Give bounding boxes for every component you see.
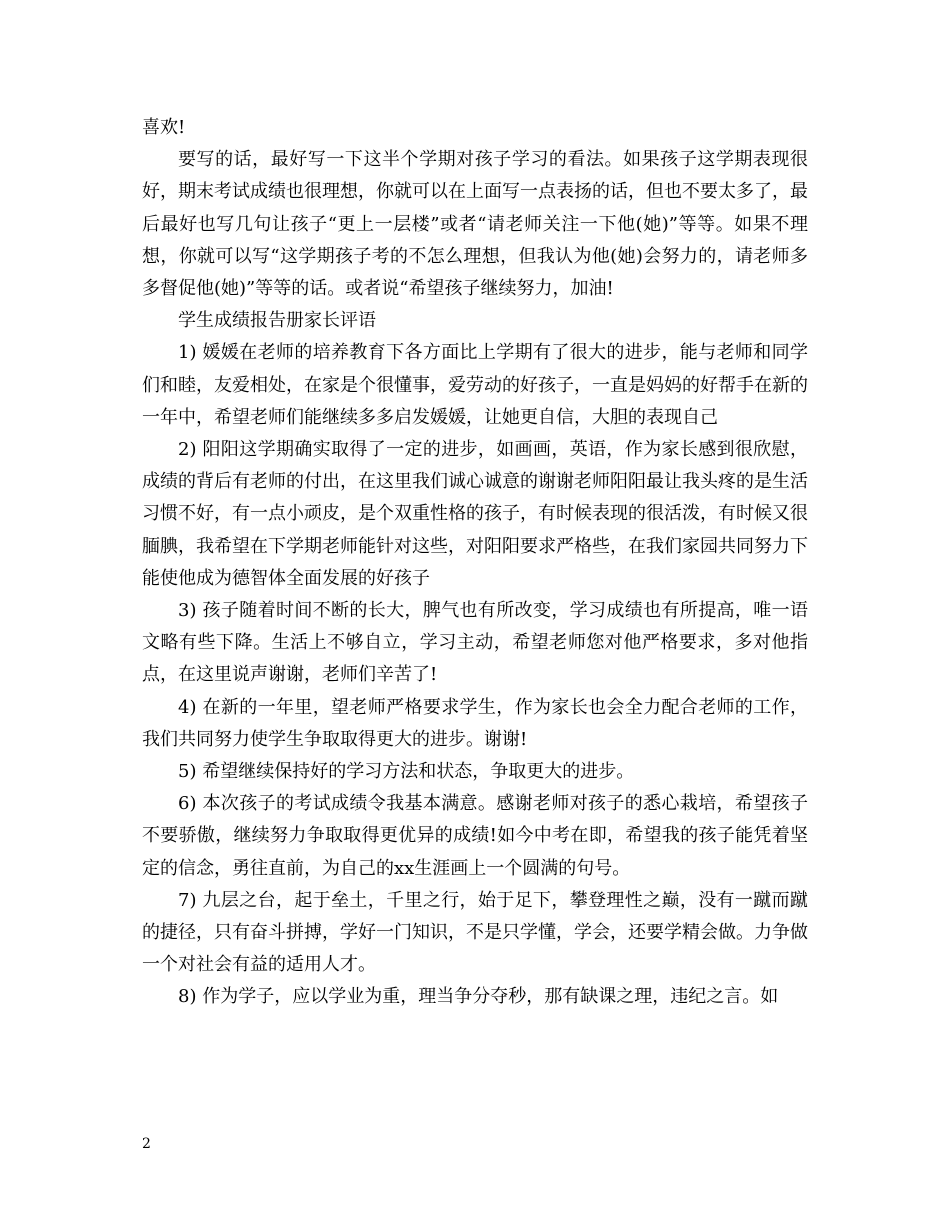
document-body [142, 112, 808, 1014]
comment-item-2: 2) 阳阳这学期确实取得了一定的进步，如画画，英语，作为家长感到很欣慰，成绩的背后有老师的付出，在这里我们诚心诚意的谢谢老师阳阳最让我头疼的是生活习惯不好，有一点小顽皮，是个双重性格的孩子，有时候表现的很活泼，有时候又很腼腆，我希望在下学期老师能针对这些，对阳阳要求严格些，在我们家园共同努力下能使他成为德智体全面发展的好孩子 [142, 439, 808, 589]
comment-item-3: 3) 孩子随着时间不断的长大，脾气也有所改变，学习成绩也有所提高，唯一语文略有些下降。生活上不够自立，学习主动，希望老师您对他严格要求，多对他指点，在这里说声谢谢，老师们辛苦了! [142, 600, 808, 686]
comment-item-5: 5) 希望继续保持好的学习方法和状态，争取更大的进步。 [178, 761, 635, 783]
section-heading: 学生成绩报告册家长评语 [178, 310, 376, 332]
page-number: 2 [142, 1136, 151, 1152]
paragraph-1: 要写的话，最好写一下这半个学期对孩子学习的看法。如果孩子这学期表现很好，期末考试成绩也很理想，你就可以在上面写一点表扬的话，但也不要太多了，最后最好也写几句让孩子“更上一层楼”或者“请老师关注一下他(她)”等等。如果不理想，你就可以写“这学期孩子考的不怎么理想，但我认为他(她)会努力的，请老师多多督促他(她)”等等的话。或者说“希望孩子继续努力，加油! [142, 149, 808, 300]
comment-item-8: 8) 作为学子，应以学业为重，理当争分夺秒，那有缺课之理，违纪之言。如 [178, 986, 779, 1008]
comment-item-6: 6) 本次孩子的考试成绩令我基本满意。感谢老师对孩子的悉心栽培，希望孩子不要骄傲，继续努力争取取得更优异的成绩!如今中考在即，希望我的孩子能凭着坚定的信念，勇往直前，为自己的xx生涯画上一个圆满的句号。 [142, 793, 808, 879]
comment-item-1: 1) 媛媛在老师的培养教育下各方面比上学期有了很大的进步，能与老师和同学们和睦，友爱相处，在家是个很懂事，爱劳动的好孩子，一直是妈妈的好帮手在新的一年中，希望老师们能继续多多启发媛媛，让她更自信，大胆的表现自己 [142, 342, 808, 428]
paragraph-0: 喜欢! [142, 117, 186, 138]
comment-item-4: 4) 在新的一年里，望老师严格要求学生，作为家长也会全力配合老师的工作，我们共同努力使学生争取取得更大的进步。谢谢! [142, 696, 808, 750]
comment-item-7: 7) 九层之台，起于垒土，千里之行，始于足下，攀登理性之巅，没有一蹴而蹴的捷径，只有奋斗拼搏，学好一门知识，不是只学懂，学会，还要学精会做。力争做一个对社会有益的适用人才。 [142, 889, 808, 976]
